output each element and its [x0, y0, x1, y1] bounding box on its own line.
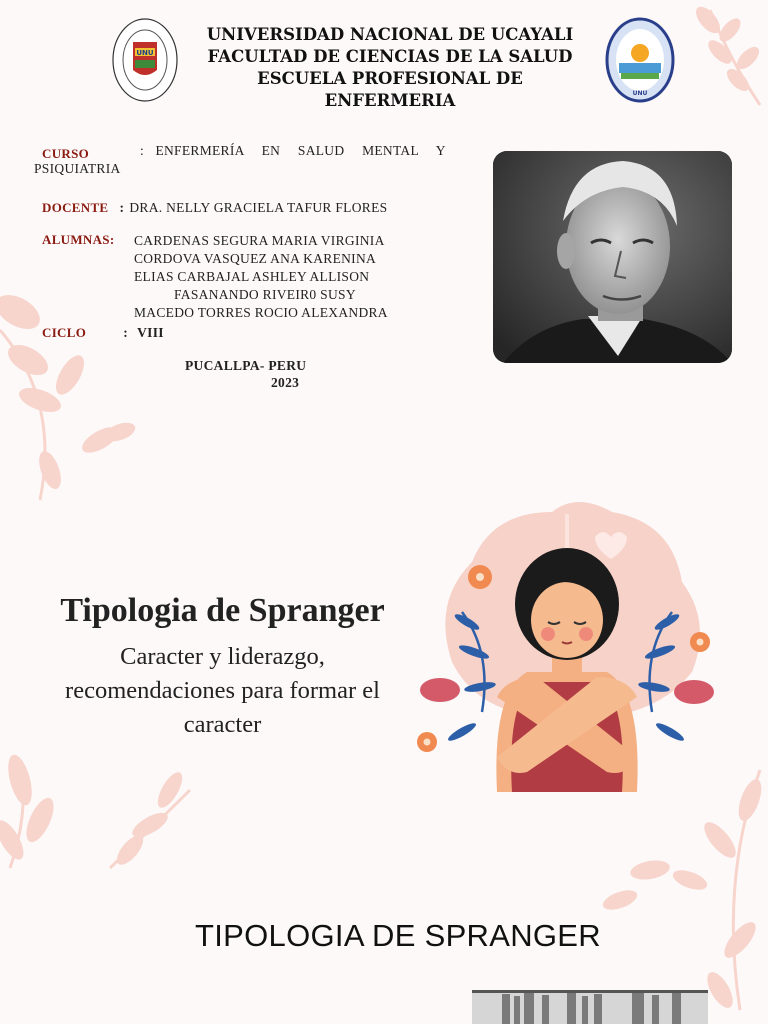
spranger-portrait-photo — [493, 151, 732, 363]
subtitle-line-1: Caracter y liderazgo, — [120, 643, 325, 670]
subtitle-line-3: caracter — [183, 711, 262, 738]
logo-abbr: UNU — [136, 49, 154, 57]
university-logo — [112, 18, 178, 102]
alumnas-label: ALUMNAS: — [42, 232, 115, 247]
alumna-item: MACEDO TORRES ROCIO ALEXANDRA — [134, 305, 388, 320]
leaf-decoration-bottom-right — [590, 760, 768, 1020]
curso-value-1: ENFERMERÍA EN SALUD MENTAL Y — [155, 143, 446, 158]
course-row — [42, 143, 89, 162]
section-title: TIPOLOGIA DE SPRANGER — [195, 918, 601, 953]
faculty-logo — [605, 17, 675, 103]
cover-title: Tipologia de Spranger — [60, 592, 385, 629]
docente-sep: : — [119, 200, 125, 215]
logo-abbr-right: UNU — [632, 90, 648, 97]
cover-subtitle — [20, 640, 425, 742]
institution-header — [185, 24, 595, 112]
bookshelf-photo — [472, 990, 708, 1024]
ciclo-row — [42, 322, 164, 341]
ciclo-sep: : — [123, 325, 129, 340]
place: PUCALLPA- PERU — [185, 358, 307, 373]
docente-value: DRA. NELLY GRACIELA TAFUR FLORES — [129, 200, 388, 215]
header-line-4: ENFERMERIA — [324, 91, 456, 110]
curso-label: CURSO — [42, 146, 90, 161]
leaf-decoration-top-right — [690, 0, 768, 110]
alumna-item: FASANANDO RIVEIR0 SUSY — [174, 287, 356, 302]
leaf-decoration-bottom-left — [0, 750, 200, 870]
woman-self-hug-illustration — [412, 492, 722, 792]
alumna-item: ELIAS CARBAJAL ASHLEY ALLISON — [134, 269, 370, 284]
docente-row — [42, 197, 387, 216]
header-line-2: FACULTAD DE CIENCIAS DE LA SALUD — [207, 47, 573, 66]
alumna-item: CARDENAS SEGURA MARIA VIRGINIA — [134, 233, 385, 248]
ciclo-label: CICLO — [42, 325, 87, 340]
curso-value-2: PSIQUIATRIA — [34, 161, 121, 176]
subtitle-line-2: recomendaciones para formar el — [65, 677, 380, 704]
header-line-1: UNIVERSIDAD NACIONAL DE UCAYALI — [206, 25, 574, 44]
header-line-3: ESCUELA PROFESIONAL DE — [257, 69, 523, 88]
docente-label: DOCENTE — [42, 200, 109, 215]
alumnas-list — [134, 232, 388, 322]
curso-sep: : — [140, 143, 145, 158]
course-value-row — [140, 143, 465, 159]
alumna-item: CORDOVA VASQUEZ ANA KARENINA — [134, 251, 377, 266]
ciclo-value: VIII — [137, 325, 164, 340]
year: 2023 — [271, 375, 300, 390]
